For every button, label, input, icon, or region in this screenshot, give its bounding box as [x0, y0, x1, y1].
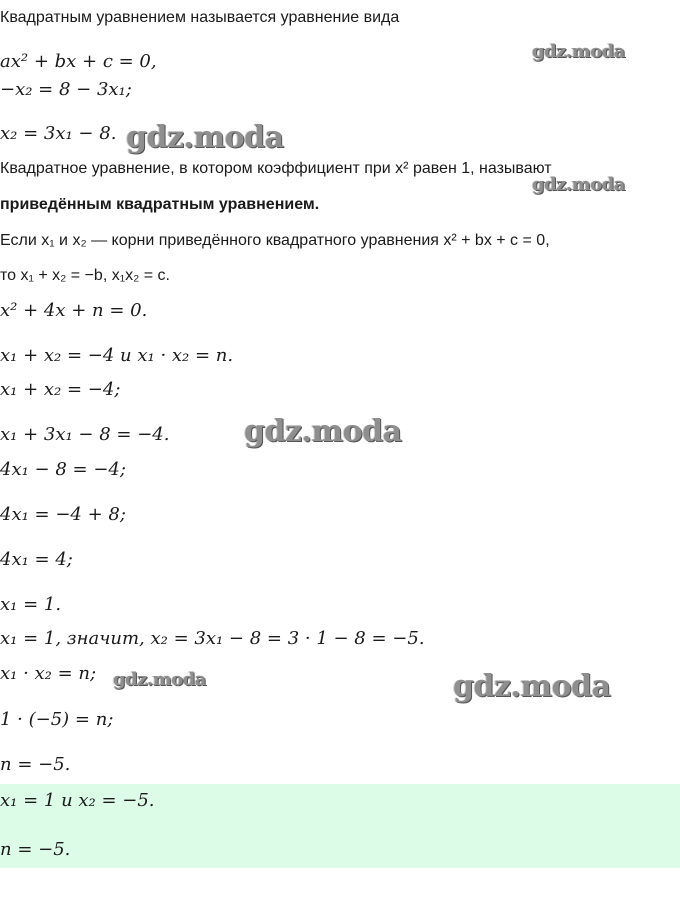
math-line: 4x₁ = −4 + 8;	[0, 504, 126, 525]
math-line: x₁ = 1, значит, x₂ = 3x₁ − 8 = 3 · 1 − 8 = −5.	[0, 628, 425, 649]
math-general-form: ax² + bx + c = 0,	[0, 51, 157, 72]
watermark-logo: gdz.moda	[532, 41, 625, 62]
math-line: x₁ + x₂ = −4;	[0, 379, 121, 400]
watermark-logo: gdz.moda	[532, 174, 625, 195]
watermark-logo: gdz.moda	[113, 669, 206, 690]
answer-n: n = −5.	[0, 839, 71, 860]
math-line: −x₂ = 8 − 3x₁;	[0, 79, 132, 100]
text-reduced-definition: Квадратное уравнение, в котором коэффициент при x² равен 1, называют	[0, 160, 552, 177]
text-vieta-formulas: то x₁ + x₂ = −b, x₁x₂ = c.	[0, 267, 170, 284]
math-line: x² + 4x + n = 0.	[0, 300, 148, 321]
math-line: x₁ · x₂ = n;	[0, 663, 97, 684]
watermark-logo: gdz.moda	[453, 669, 611, 704]
math-line: x₁ + x₂ = −4 и x₁ · x₂ = n.	[0, 345, 234, 366]
text-definition-quadratic: Квадратным уравнением называется уравнение вида	[0, 9, 400, 26]
text-vieta-theorem: Если x₁ и x₂ — корни приведённого квадратного уравнения x² + bx + c = 0,	[0, 232, 550, 249]
text-reduced-term: приведённым квадратным уравнением.	[0, 196, 320, 213]
answer-roots: x₁ = 1 и x₂ = −5.	[0, 790, 155, 811]
watermark-logo: gdz.moda	[126, 120, 284, 155]
math-line: x₂ = 3x₁ − 8.	[0, 123, 117, 144]
math-line: 1 · (−5) = n;	[0, 709, 114, 730]
math-line: 4x₁ − 8 = −4;	[0, 459, 126, 480]
math-line: x₁ = 1.	[0, 594, 62, 615]
math-line: x₁ + 3x₁ − 8 = −4.	[0, 424, 170, 445]
math-line: 4x₁ = 4;	[0, 549, 73, 570]
math-line: n = −5.	[0, 754, 71, 775]
watermark-logo: gdz.moda	[244, 414, 402, 449]
